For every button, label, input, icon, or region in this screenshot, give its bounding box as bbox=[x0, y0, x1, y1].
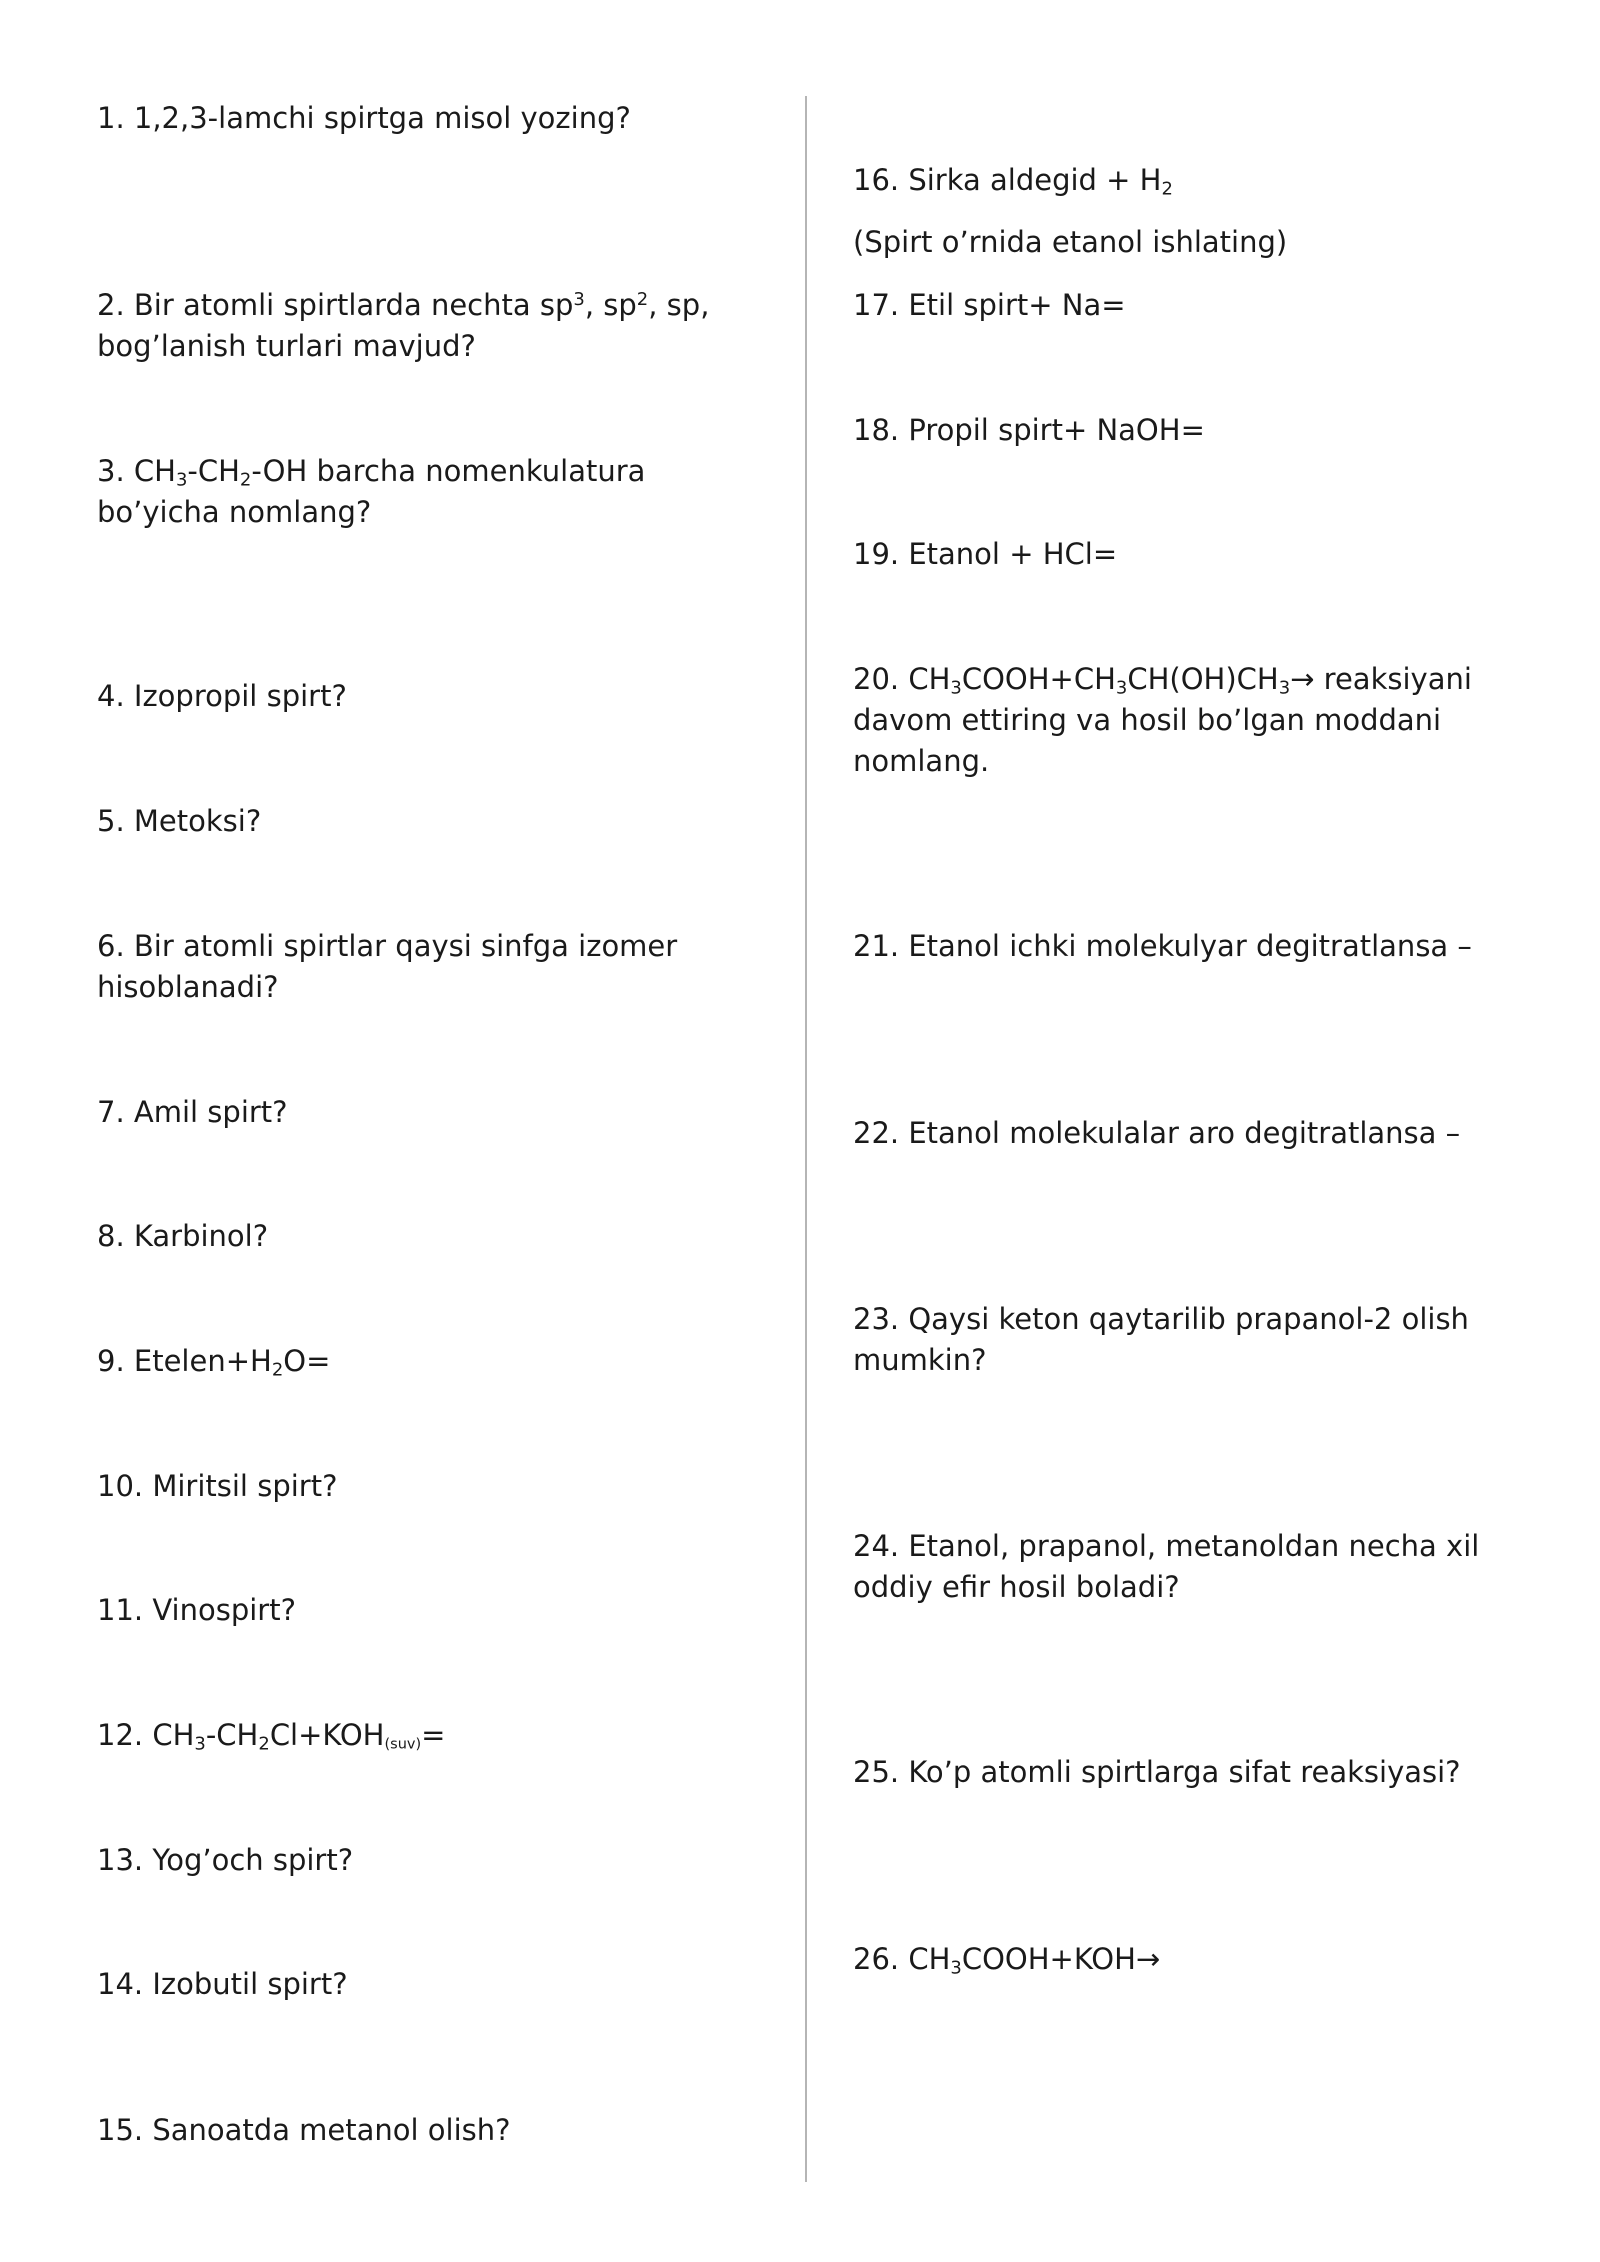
question-21: 21. Etanol ichki molekulyar degitratlansa – bbox=[853, 929, 1472, 963]
question-14: 14. Izobutil spirt? bbox=[97, 1967, 348, 2001]
question-1: 1. 1,2,3-lamchi spirtga misol yozing? bbox=[97, 101, 631, 135]
question-10: 10. Miritsil spirt? bbox=[97, 1469, 338, 1503]
question-4: 4. Izopropil spirt? bbox=[97, 679, 347, 713]
question-5: 5. Metoksi? bbox=[97, 804, 262, 838]
question-8: 8. Karbinol? bbox=[97, 1219, 269, 1253]
question-25: 25. Ko’p atomli spirtlarga sifat reaksiyasi? bbox=[853, 1755, 1461, 1789]
question-11: 11. Vinospirt? bbox=[97, 1593, 296, 1627]
question-7: 7. Amil spirt? bbox=[97, 1095, 288, 1129]
question-19: 19. Etanol + HCl= bbox=[853, 537, 1118, 571]
question-17: 17. Etil spirt+ Na= bbox=[853, 288, 1126, 322]
question-18: 18. Propil spirt+ NaOH= bbox=[853, 413, 1205, 447]
question-24: 24. Etanol, prapanol, metanoldan necha xil oddiy efir hosil boladi? bbox=[853, 1529, 1480, 1604]
question-9: 9. $Etelen+H_2O=$ bbox=[97, 1344, 331, 1381]
question-16-note: (Spirt o’rnida etanol ishlating) bbox=[853, 225, 1288, 259]
question-2: 2. Bir atomli spirtlarda nechta $sp^3$, $sp^2$, sp, bog’lanish turlari mavjud? bbox=[97, 288, 710, 363]
question-26: 26. $CH_3COOH+KOH\to$ bbox=[853, 1942, 1161, 1979]
question-12: 12. $CH_3-CH_2Cl+KOH_{(suv)}=$ bbox=[97, 1718, 446, 1755]
question-22: 22. Etanol molekulalar aro degitratlansa – bbox=[853, 1116, 1461, 1150]
column-divider bbox=[805, 96, 807, 2182]
question-16: 16. Sirka aldegid + $H_2$ bbox=[853, 163, 1173, 200]
question-20: 20. $CH_3COOH+CH_3CH(OH)CH_3\to$ reaksiyani davom ettiring va hosil bo’lgan moddani nomlang. bbox=[853, 662, 1472, 778]
question-15: 15. Sanoatda metanol olish? bbox=[97, 2113, 511, 2147]
question-13: 13. Yog’och spirt? bbox=[97, 1843, 354, 1877]
question-3: 3. $CH_3-CH_2-OH$ barcha nomenkulatura bo’yicha nomlang? bbox=[97, 454, 646, 529]
question-6: 6. Bir atomli spirtlar qaysi sinfga izomer hisoblanadi? bbox=[97, 929, 678, 1004]
question-23: 23. Qaysi keton qaytarilib prapanol-2 olish mumkin? bbox=[853, 1302, 1469, 1377]
